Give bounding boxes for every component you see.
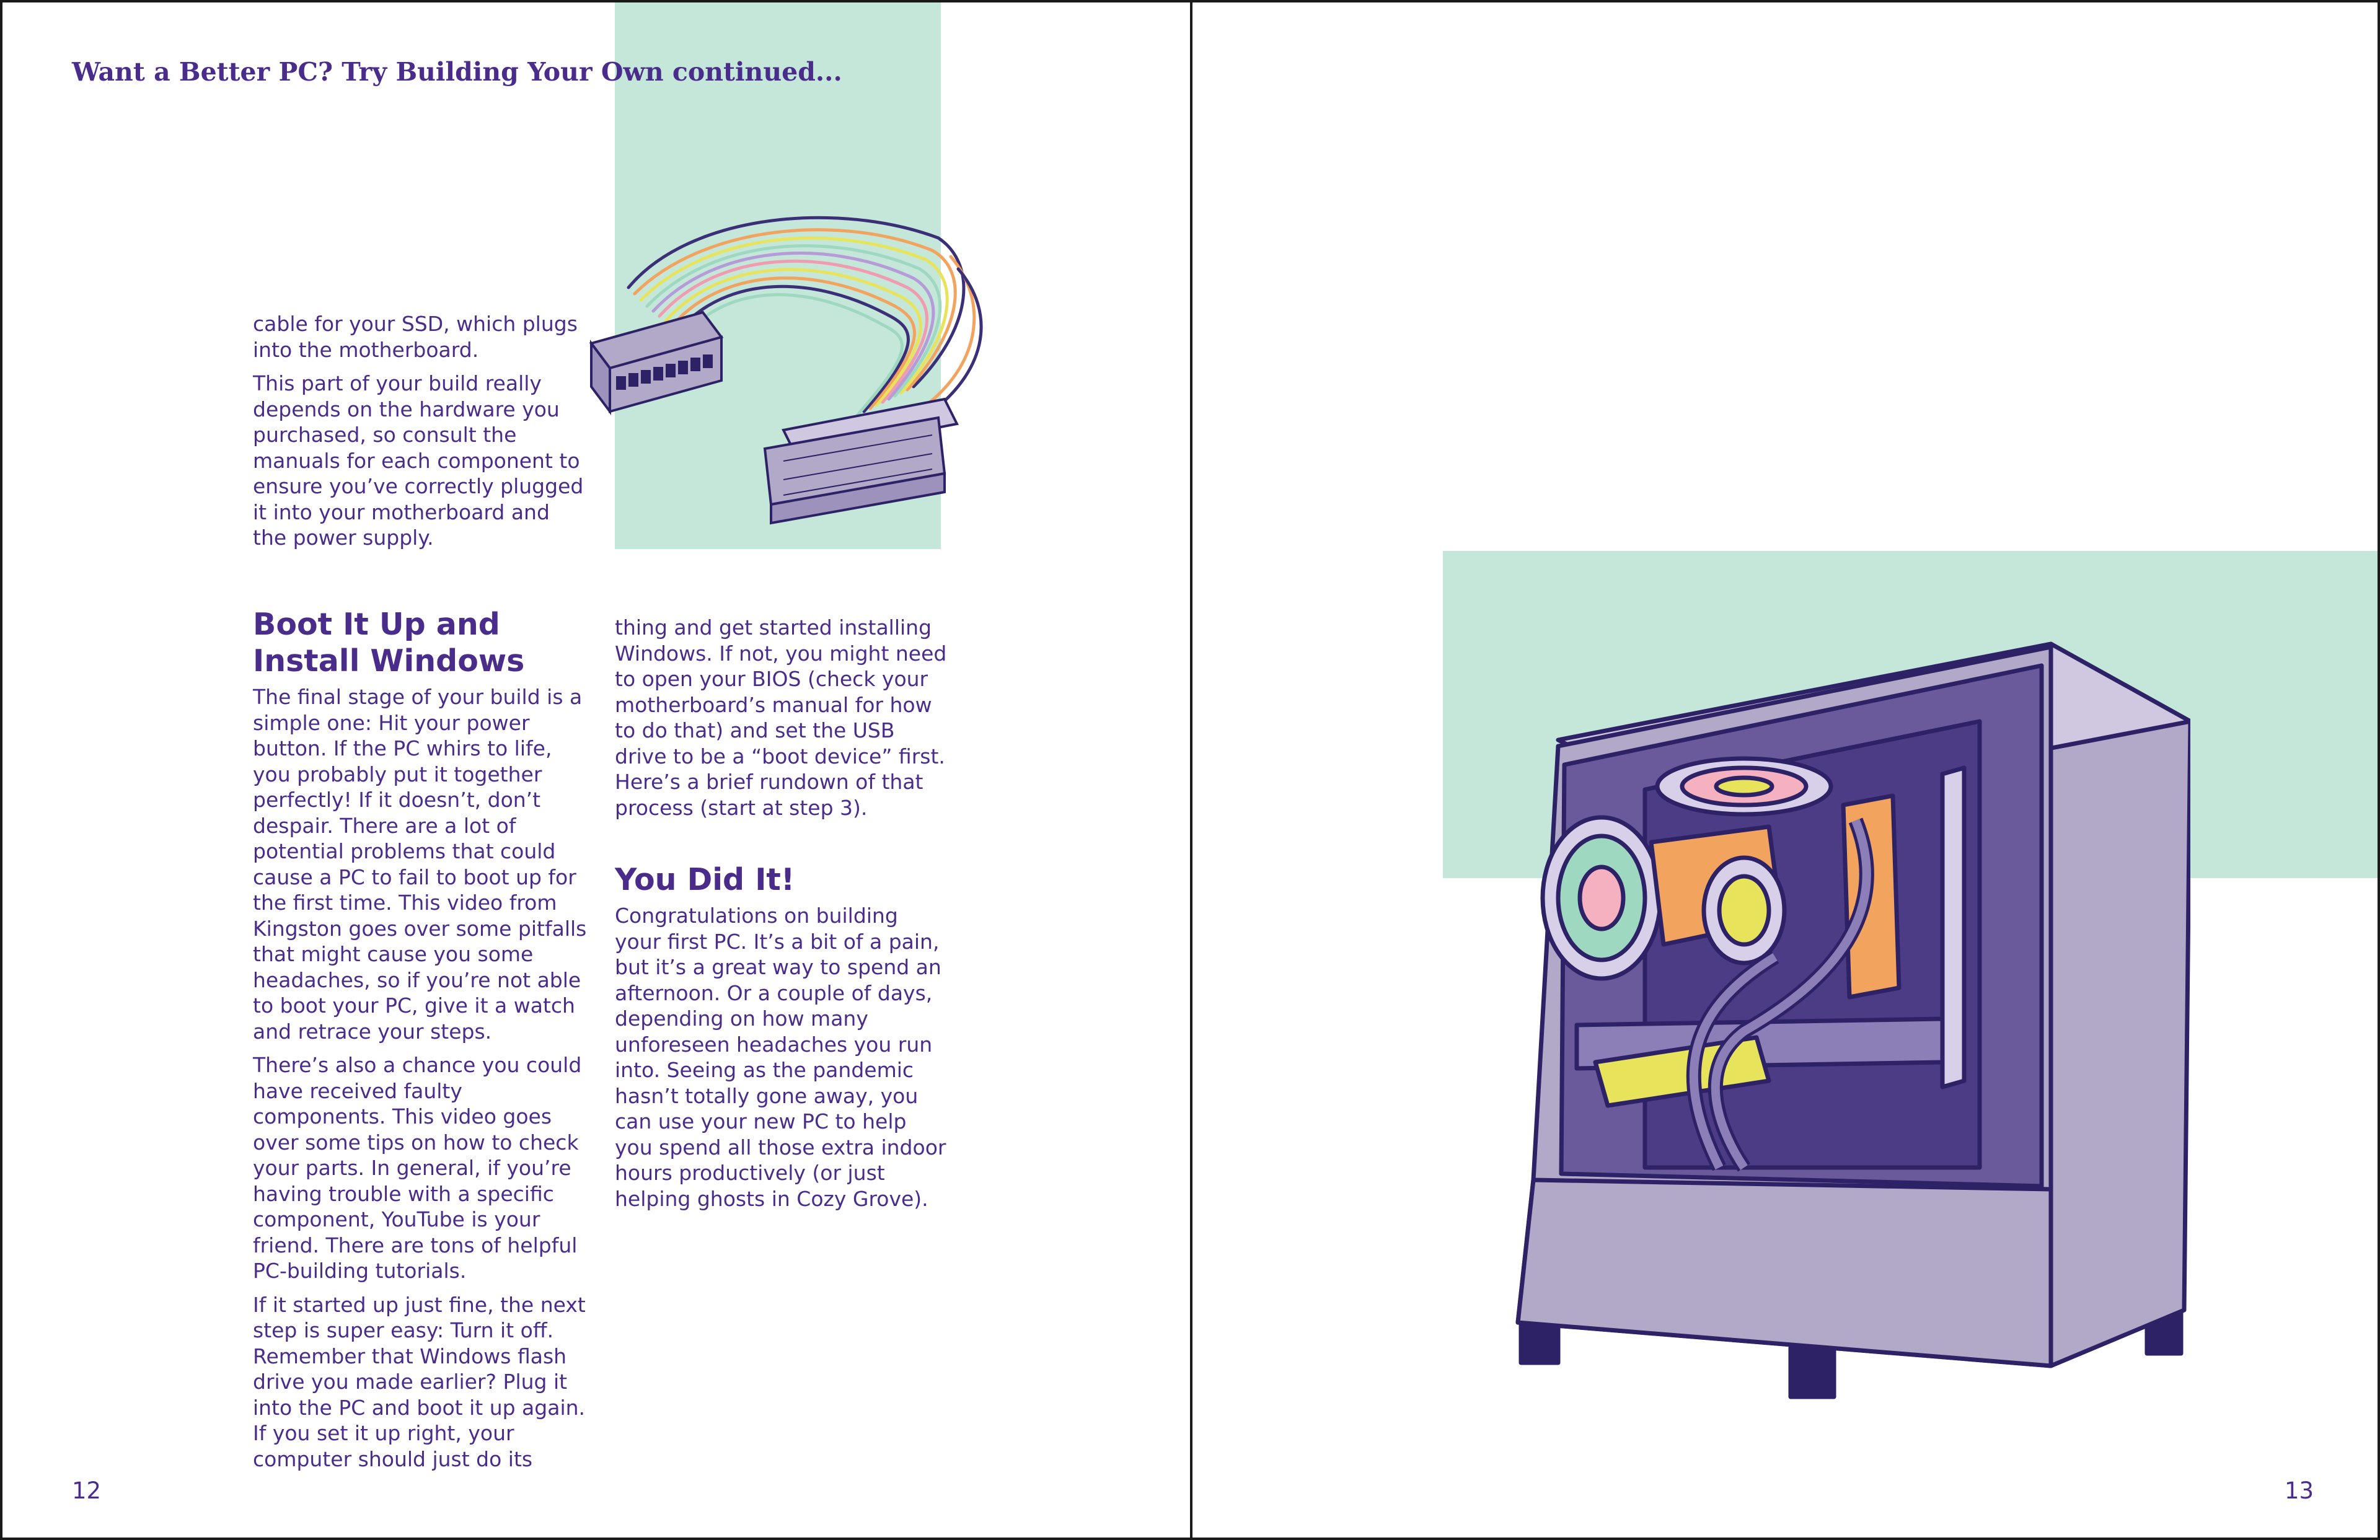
page-number-right: 13 [2285,1477,2314,1504]
done-paragraph: Congratulations on building your first PC. It’s a bit of a pain, but it’s a great way to spend an afternoon. Or a couple of days, depending on how many unforeseen headaches you run into. Seeing as the pandemic hasn’t totally gone away, you can use your new PC to help you spend all those extra indoor hours productively (or just helping ghosts in Cozy Grove). [615,904,946,1211]
section-heading-boot: Boot It Up and Install Windows [253,607,525,679]
continuation-paragraph: thing and get started installing Windows. If not, you might need to open your BIOS (check your motherboard’s manual for how to do that) and set the USB drive to be a “boot device” first. Here’s a brief rundown of that process (start at step 3). [615,615,947,820]
left-column-top [253,311,588,559]
running-title: Want a Better PC? Try Building Your Own continued... [72,57,842,87]
boot-paragraph-1: The final stage of your build is a simple one: Hit your power button. If the PC whirs to life, you probably put it together perfectly! If it doesn’t, don’t despair. There are a lot of potential problems that could cause a PC to fail to boot up for the first time. This video from Kingston goes over some pitfalls that might cause you some headaches, so if you’re not able to boot your PC, give it a watch and retrace your steps. [253,685,587,1044]
left-column-section [253,606,588,1480]
intro-paragraph-2: This part of your build really depends on the hardware you purchased, so consult the manuals for each component to ensure you’ve correctly plugged it into your motherboard and the power supply. [253,371,584,550]
section-heading-done: You Did It! [615,862,795,897]
right-column [615,615,950,1220]
page-divider [1190,2,1192,1538]
page-number-left: 12 [72,1477,102,1504]
pc-case-icon [1509,635,2190,1415]
boot-paragraph-3: If it started up just fine, the next step is super easy: Turn it off. Remember that Windows flash drive you made earlier? Plug it into the PC and boot it up again. If you set it up right, your computer should just do its [253,1292,586,1471]
atx-power-cable-icon [579,201,1025,585]
boot-paragraph-2: There’s also a chance you could have received faulty components. This video goes over some tips on how to check your parts. In general, if you’re having trouble with a specific component, YouTube is your friend. There are tons of helpful PC-building tutorials. [253,1053,582,1283]
intro-paragraph-1: cable for your SSD, which plugs into the motherboard. [253,312,578,362]
